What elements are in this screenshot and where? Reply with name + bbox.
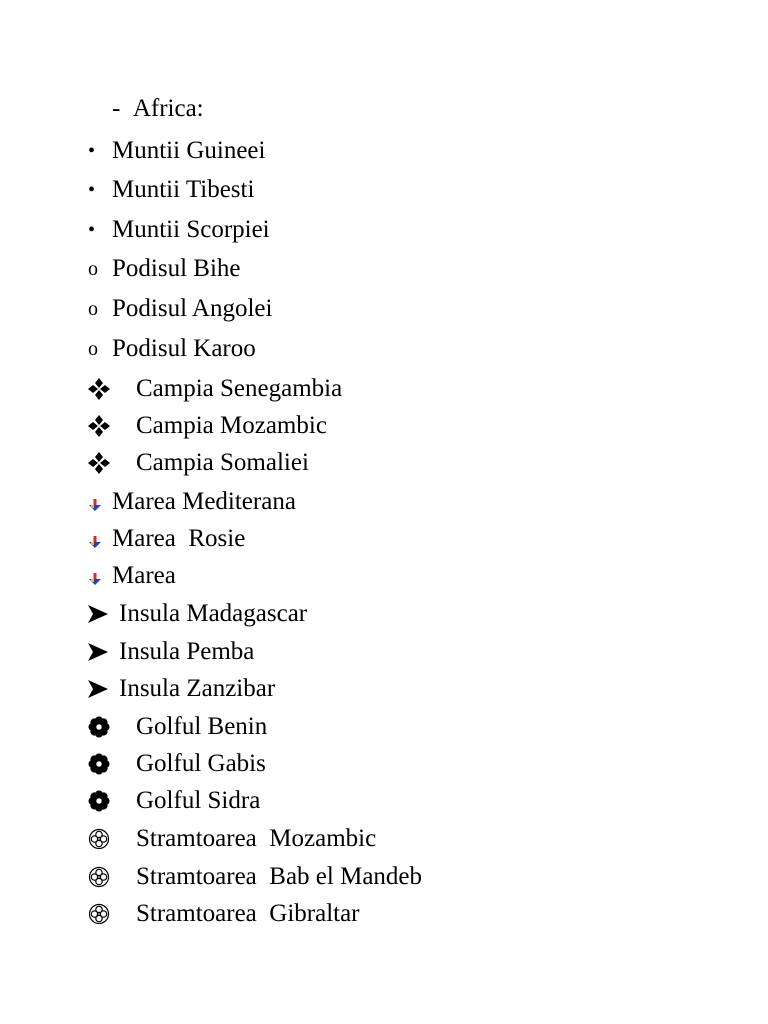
disc-bullet-icon: • (88, 219, 96, 241)
list-item-label: Stramtoarea Gibraltar (136, 900, 360, 927)
list-item-label: Podisul Angolei (112, 295, 273, 322)
list-item-strait (88, 897, 360, 931)
list-item-label: Campia Mozambic (136, 412, 327, 439)
list-item-label: Golful Gabis (136, 750, 266, 777)
outline-flower-icon (88, 835, 136, 993)
list-item-label: Insula Zanzibar (119, 675, 276, 702)
list-item-label: Insula Madagascar (119, 600, 308, 627)
list-item-strait (88, 860, 422, 894)
continent-heading (112, 92, 204, 126)
list-item-mountain (88, 213, 270, 247)
list-item-label: Stramtoarea Bab el Mandeb (136, 863, 423, 890)
list-item-mountain (88, 134, 265, 168)
disc-bullet-icon: • (88, 140, 96, 162)
list-item-label: Stramtoarea Mozambic (136, 825, 377, 852)
heading-text: Africa: (132, 95, 204, 122)
list-item-label: Marea Rosie (112, 525, 246, 552)
list-item-label: Muntii Guineei (112, 137, 266, 164)
heading-dash: - (112, 95, 121, 122)
circle-bullet-icon: o (88, 298, 98, 320)
disc-bullet-icon: • (88, 179, 96, 201)
circle-bullet-icon: o (88, 338, 98, 360)
list-item-label: Marea Mediterana (112, 488, 296, 515)
list-item-plateau (88, 252, 241, 286)
list-item-label: Campia Somaliei (136, 449, 309, 476)
list-item-label: Campia Senegambia (136, 375, 343, 402)
list-item-label: Podisul Bihe (112, 255, 241, 282)
list-item-label: Podisul Karoo (112, 335, 256, 362)
list-item-label: Golful Sidra (136, 787, 261, 814)
circle-bullet-icon: o (88, 258, 98, 280)
list-item-mountain (88, 173, 254, 207)
list-item-label: Muntii Scorpiei (112, 216, 270, 243)
list-item-label: Golful Benin (136, 713, 268, 740)
list-item-label: Muntii Tibesti (112, 176, 255, 203)
list-item-label: Marea (112, 562, 176, 589)
list-item-label: Insula Pemba (119, 638, 255, 665)
